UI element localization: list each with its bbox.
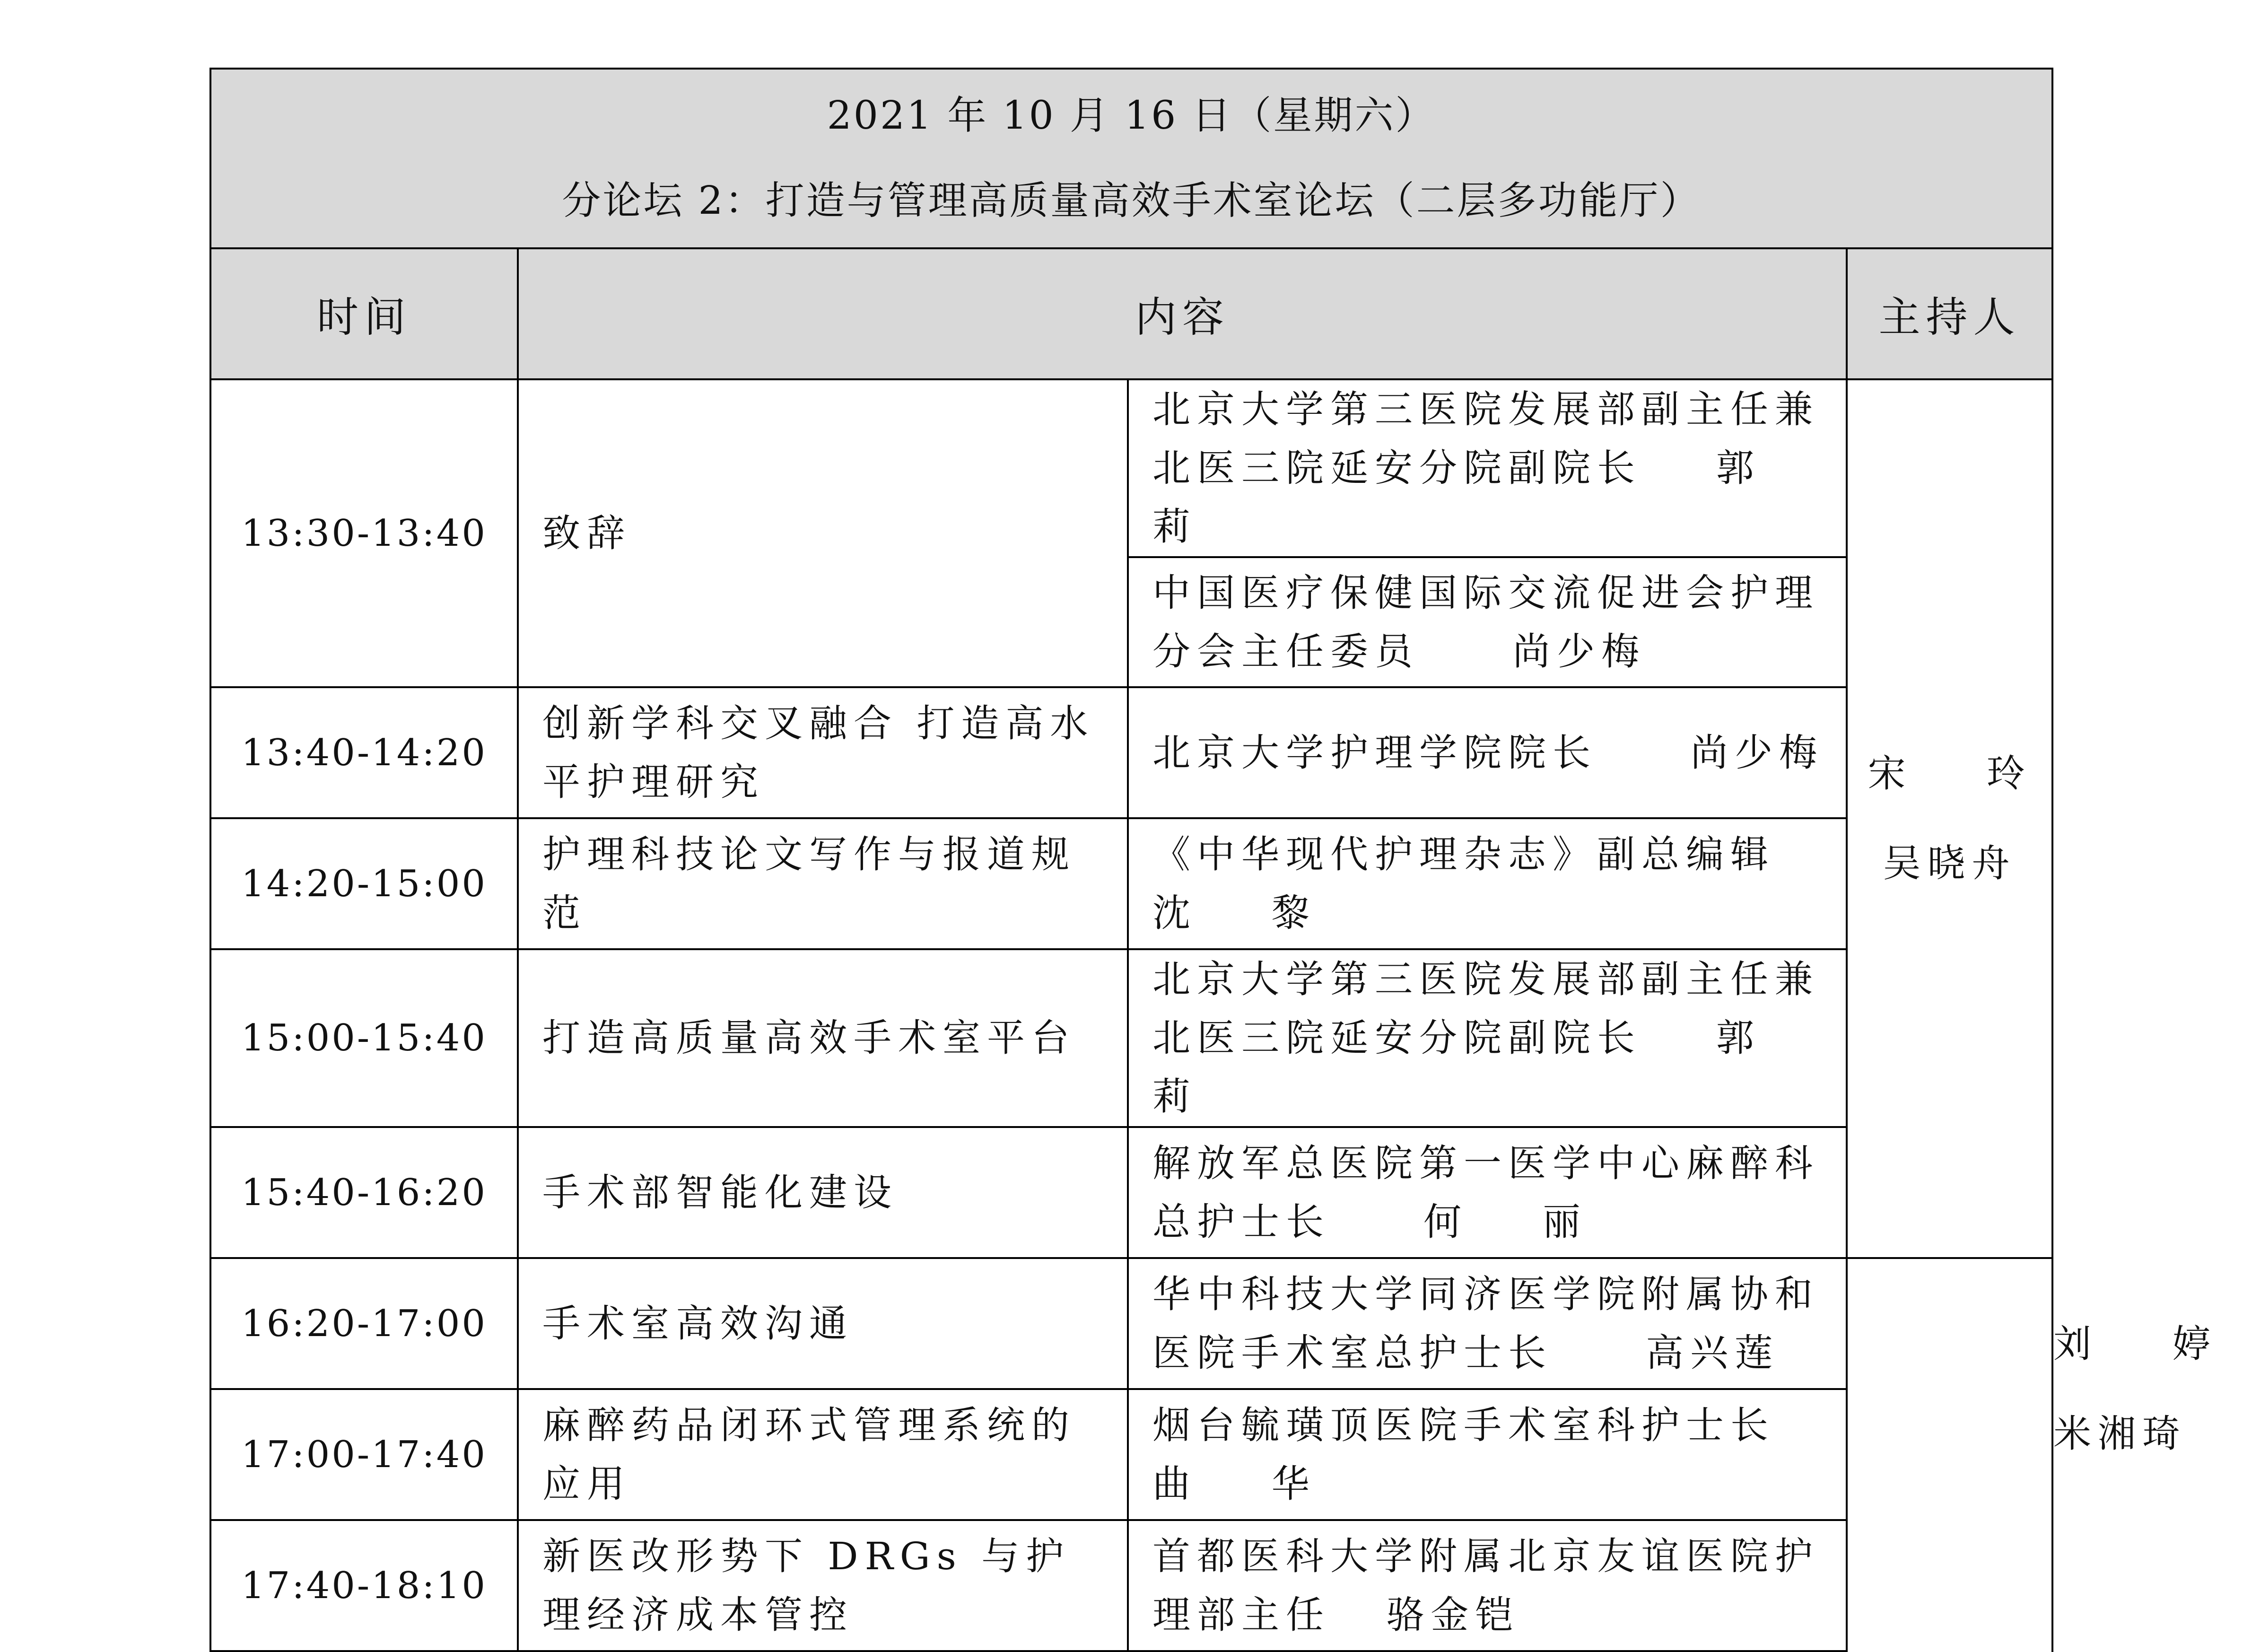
time-slot: 15:00-15:40 (210, 949, 518, 1127)
time-slot: 14:20-15:00 (210, 818, 518, 949)
column-header-time: 时间 (210, 248, 518, 379)
host-name: 宋 玲 (1868, 752, 2032, 795)
session-topic: 创新学科交叉融合 打造高水平护理研究 (518, 687, 1128, 818)
session-topic: 手术室高效沟通 (518, 1258, 1128, 1389)
forum-title: 分论坛 2：打造与管理高质量高效手术室论坛（二层多功能厅） (562, 178, 1701, 223)
time-slot: 13:40-14:20 (210, 687, 518, 818)
time-slot: 17:40-18:10 (210, 1520, 518, 1651)
session-topic: 新医改形势下 DRGs 与护理经济成本管控 (518, 1520, 1128, 1651)
host-name: 吴晓舟 (1883, 841, 2016, 885)
session-topic: 致辞 (518, 379, 1128, 687)
table-row: 15:40-16:20 手术部智能化建设 解放军总医院第一医学中心麻醉科总护士长 何 丽 刘 婷 米湘琦 (210, 1127, 2052, 1258)
session-topic: 护理科技论文写作与报道规范 (518, 818, 1128, 949)
time-slot: 15:40-16:20 (210, 1127, 518, 1258)
column-header-content: 内容 (518, 248, 1847, 379)
speaker-info: 北京大学第三医院发展部副主任兼北医三院延安分院副院长 郭 莉 (1128, 949, 1847, 1127)
session-topic: 打造高质量高效手术室平台 (518, 949, 1128, 1127)
speaker-info: 《中华现代护理杂志》副总编辑 沈 黎 (1128, 818, 1847, 949)
speaker-info: 中国医疗保健国际交流促进会护理分会主任委员 尚少梅 (1128, 557, 1847, 687)
table-title (210, 69, 2052, 248)
speaker-info: 首都医科大学附属北京友谊医院护理部主任 骆金铠 (1128, 1520, 1847, 1651)
time-slot: 13:30-13:40 (210, 379, 518, 687)
table-row (210, 949, 2052, 1127)
speaker-info: 华中科技大学同济医学院附属协和医院手术室总护士长 高兴莲 (1128, 1258, 1847, 1389)
schedule-table (209, 68, 2217, 1652)
session-topic: 手术部智能化建设 (518, 1127, 1128, 1258)
speaker-info: 北京大学护理学院院长 尚少梅 (1128, 687, 1847, 818)
table-row (210, 687, 2052, 818)
table-row (210, 1258, 2052, 1389)
table-row (210, 1520, 2052, 1651)
column-header-host: 主持人 (1847, 248, 2052, 379)
speaker-info: 北京大学第三医院发展部副主任兼北医三院延安分院副院长 郭 莉 (1128, 379, 1847, 557)
speaker-info: 烟台毓璜顶医院手术室科护士长 曲 华 (1128, 1389, 1847, 1520)
table-row (210, 818, 2052, 949)
host-cell (1847, 379, 2052, 1258)
table-row (210, 1389, 2052, 1520)
time-slot: 16:20-17:00 (210, 1258, 518, 1389)
event-date: 2021 年 10 月 16 日（星期六） (827, 93, 1436, 138)
table-row (210, 379, 2052, 557)
speaker-info: 解放军总医院第一医学中心麻醉科总护士长 何 丽 (1128, 1127, 1847, 1258)
time-slot: 17:00-17:40 (210, 1389, 518, 1520)
session-topic: 麻醉药品闭环式管理系统的应用 (518, 1389, 1128, 1520)
